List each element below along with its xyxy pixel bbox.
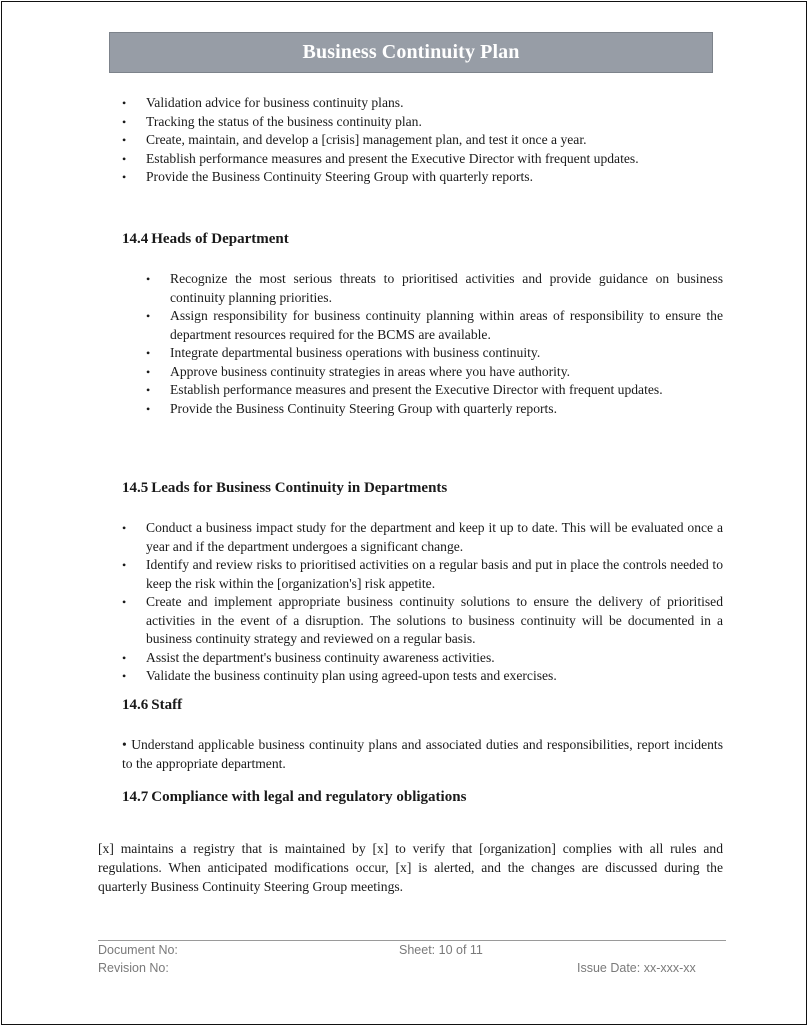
list-item: • Recognize the most serious threats to prioritised activities and provide guidance on business continuity planning priorities.	[146, 271, 723, 305]
list-item: • Integrate departmental business operations with business continuity.	[170, 344, 723, 363]
list-item: • Approve business continuity strategies in areas where you have authority.	[170, 363, 723, 382]
footer-revision-no: Revision No:	[98, 961, 169, 975]
bullet-icon: •	[146, 309, 151, 323]
list-item: • Validation advice for business continuity plans.	[146, 94, 736, 113]
intro-list	[122, 94, 736, 187]
footer-divider	[98, 940, 726, 941]
section-heading-14-4: 14.4 Heads of Department	[122, 231, 289, 247]
list-item: • Establish performance measures and present the Executive Director with frequent updates.	[146, 150, 736, 169]
list-item: • Tracking the status of the business continuity plan.	[146, 113, 736, 132]
list-item: • Validate the business continuity plan using agreed-upon tests and exercises.	[146, 667, 723, 686]
section-heading-14-6: 14.6 Staff	[122, 697, 183, 713]
bullet-icon: •	[146, 346, 151, 360]
header-bar	[109, 32, 713, 73]
list-item: • Provide the Business Continuity Steering Group with quarterly reports.	[170, 400, 723, 419]
bullet-icon: •	[122, 650, 127, 665]
bullet-icon: •	[122, 96, 127, 110]
bullet-icon: •	[122, 669, 127, 683]
list-item: • Assist the department's business continuity awareness activities.	[146, 649, 723, 668]
list-item: • Create and implement appropriate business continuity solutions to ensure the delivery of prioritised activities in the event of a disruption. The solutions to business continuity will be documented in a business continuity strategy and reviewed on a regular basis.	[122, 594, 723, 646]
bullet-icon: •	[146, 383, 151, 397]
document-title: Business Continuity Plan	[302, 41, 520, 63]
bullet-icon: •	[122, 521, 127, 535]
footer-sheet: Sheet: 10 of 11	[399, 943, 483, 957]
list-item: • Conduct a business impact study for the department and keep it up to date. This will be evaluated once a year and if the department undergoes a significant change.	[122, 520, 723, 554]
bullet-icon: •	[122, 133, 127, 147]
bullet-icon: •	[122, 595, 127, 609]
list-item: • Identify and review risks to prioritised activities on a regular basis and put in place the controls needed to keep the risk within the [organization's] risk appetite.	[122, 557, 723, 591]
bullet-icon: •	[122, 558, 127, 572]
section-heading-14-7: 14.7 Compliance with legal and regulatory obligations	[122, 789, 467, 805]
footer-issue-date: Issue Date: xx-xxx-xx	[577, 961, 696, 975]
bullet-icon: •	[146, 364, 151, 379]
bullet-icon: •	[122, 151, 127, 166]
list-item: • Assign responsibility for business continuity planning within areas of responsibility to ensure the department resources required for the BCMS are available.	[146, 308, 723, 342]
list-item: • Create, maintain, and develop a [crisis] management plan, and test it once a year.	[146, 131, 736, 150]
list-item: • Provide the Business Continuity Steering Group with quarterly reports.	[146, 168, 736, 187]
bullet-icon: •	[146, 401, 151, 416]
bullet-icon: •	[122, 170, 127, 184]
document-page	[1, 1, 807, 1025]
bullet-icon: •	[122, 737, 127, 752]
leads-list	[122, 519, 723, 686]
heads-of-department-list	[146, 270, 723, 418]
bullet-icon: •	[146, 272, 151, 286]
staff-paragraph: • Understand applicable business continuity plans and associated duties and responsibilities, report incidents to the appropriate department.	[122, 737, 723, 771]
bullet-icon: •	[122, 114, 127, 129]
footer-document-no: Document No:	[98, 943, 178, 957]
list-item: • Establish performance measures and present the Executive Director with frequent updates.	[170, 381, 723, 400]
compliance-paragraph: [x] maintains a registry that is maintained by [x] to verify that [organization] complies with all rules and regulations. When anticipated modifications occur, [x] is alerted, and the changes are discussed during the quarterly Business Continuity Steering Group meetings.	[98, 841, 723, 894]
section-heading-14-5: 14.5 Leads for Business Continuity in Departments	[122, 480, 448, 496]
